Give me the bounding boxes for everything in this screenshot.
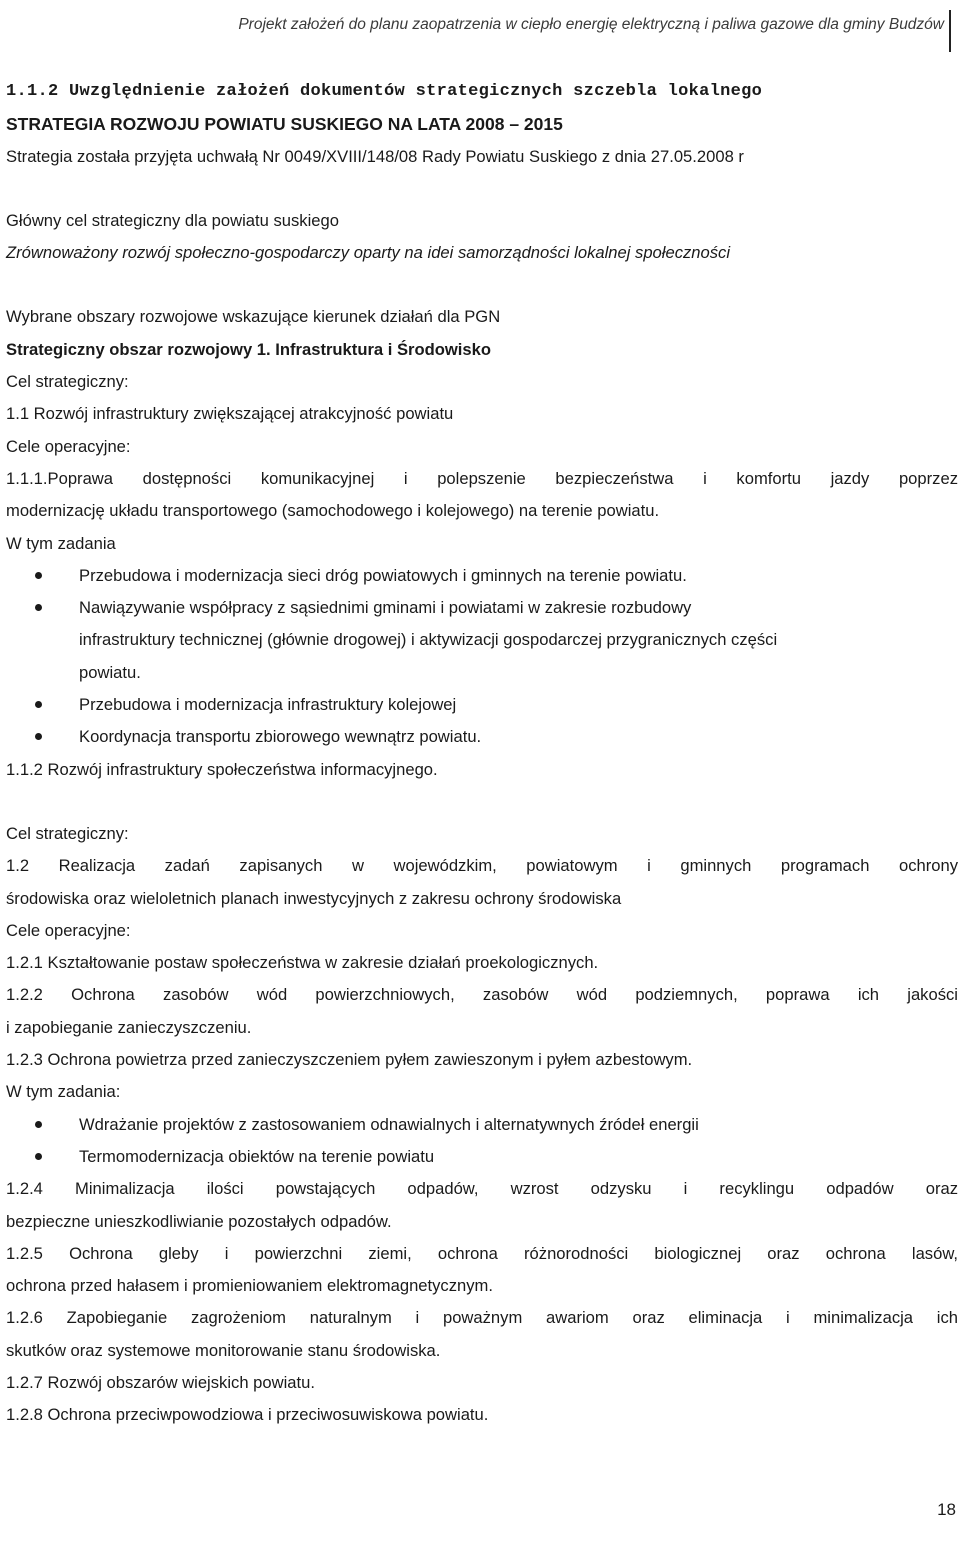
strategic-goal-text: 1.1 Rozwój infrastruktury zwiększającej atrakcyjność powiatu bbox=[6, 404, 454, 424]
list-item bbox=[6, 560, 958, 592]
operational-goal-line: modernizację układu transportowego (samochodowego i kolejowego) na terenie powiatu. bbox=[6, 501, 660, 521]
operational-goal-line: 1.1.2 Rozwój infrastruktury społeczeństwa informacyjnego. bbox=[6, 759, 438, 779]
operational-goal-line: ochrona przed hałasem i promieniowaniem elektromagnetycznym. bbox=[6, 1276, 493, 1296]
list-item bbox=[6, 721, 958, 753]
list-item-line: infrastruktury technicznej (głównie drogowej) i aktywizacji gospodarczej przygranicznych części bbox=[79, 630, 778, 650]
tasks-list bbox=[6, 1109, 958, 1174]
list-item bbox=[6, 1141, 958, 1173]
tasks-label: W tym zadania bbox=[6, 533, 116, 553]
areas-intro: Wybrane obszary rozwojowe wskazujące kierunek działań dla PGN bbox=[6, 307, 501, 327]
list-item-line: powiatu. bbox=[79, 662, 141, 682]
section-heading: 1.1.2 Uwzględnienie założeń dokumentów strategicznych szczebla lokalnego bbox=[6, 82, 763, 101]
operational-goal-line: 1.2.4 Minimalizacja ilości powstających odpadów, wzrost odzysku i recyklingu odpadów oraz bbox=[6, 1179, 958, 1199]
operational-goal-line: 1.2.2 Ochrona zasobów wód powierzchniowych, zasobów wód podziemnych, poprawa ich jakości bbox=[6, 985, 958, 1005]
tasks-label: W tym zadania: bbox=[6, 1082, 121, 1102]
list-item-line: Wdrażanie projektów z zastosowaniem odnawialnych i alternatywnych źródeł energii bbox=[79, 1114, 699, 1134]
main-goal-label: Główny cel strategiczny dla powiatu suskiego bbox=[6, 210, 339, 230]
operational-goals-label: Cele operacyjne: bbox=[6, 436, 131, 456]
list-item bbox=[6, 1109, 958, 1141]
list-item bbox=[6, 689, 958, 721]
operational-goal-line: 1.2.6 Zapobieganie zagrożeniom naturalnym i poważnym awariom oraz eliminacja i minimalizacja ich bbox=[6, 1308, 958, 1328]
adoption-note: Strategia została przyjęta uchwałą Nr 0049/XVIII/148/08 Rady Powiatu Suskiego z dnia 27.05.2008 r bbox=[6, 146, 744, 166]
operational-goal-line: 1.1.1.Poprawa dostępności komunikacyjnej i polepszenie bezpieczeństwa i komfortu jazdy poprzez bbox=[6, 468, 958, 488]
document-body bbox=[6, 76, 958, 1432]
strategic-goal-label: Cel strategiczny: bbox=[6, 372, 129, 392]
operational-goal-line: i zapobieganie zanieczyszczeniu. bbox=[6, 1017, 252, 1037]
running-header: Projekt założeń do planu zaopatrzenia w ciepło energię elektryczną i paliwa gazowe dla gminy Budzów bbox=[238, 16, 944, 33]
operational-goal-line: 1.2.5 Ochrona gleby i powierzchni ziemi, ochrona różnorodności biologicznej oraz ochrona lasów, bbox=[6, 1243, 958, 1263]
list-item bbox=[6, 592, 958, 689]
operational-goal-line: 1.2.3 Ochrona powietrza przed zanieczyszczeniem pyłem zawieszonym i pyłem azbestowym. bbox=[6, 1050, 693, 1070]
tasks-list bbox=[6, 560, 958, 754]
list-item-line: Przebudowa i modernizacja infrastruktury kolejowej bbox=[79, 695, 457, 715]
operational-goal-line: skutków oraz systemowe monitorowanie stanu środowiska. bbox=[6, 1340, 441, 1360]
list-item-line: Termomodernizacja obiektów na terenie powiatu bbox=[79, 1146, 435, 1166]
spacer bbox=[6, 269, 958, 301]
spacer bbox=[6, 786, 958, 818]
operational-goal-line: 1.2.1 Kształtowanie postaw społeczeństwa w zakresie działań proekologicznych. bbox=[6, 953, 599, 973]
strategic-goal-line: 1.2 Realizacja zadań zapisanych w wojewódzkim, powiatowym i gminnych programach ochrony bbox=[6, 856, 958, 876]
strategy-title: STRATEGIA ROZWOJU POWIATU SUSKIEGO NA LATA 2008 – 2015 bbox=[6, 114, 563, 135]
operational-goal-line: 1.2.8 Ochrona przeciwpowodziowa i przeciwosuwiskowa powiatu. bbox=[6, 1405, 489, 1425]
strategic-goal-label: Cel strategiczny: bbox=[6, 823, 129, 843]
header-rule bbox=[949, 10, 951, 52]
operational-goals-label: Cele operacyjne: bbox=[6, 920, 131, 940]
page-number: 18 bbox=[937, 1500, 956, 1519]
spacer bbox=[6, 173, 958, 205]
main-goal-text: Zrównoważony rozwój społeczno-gospodarczy oparty na idei samorządności lokalnej społeczności bbox=[6, 243, 731, 263]
operational-goal-line: bezpieczne unieszkodliwianie pozostałych odpadów. bbox=[6, 1211, 392, 1231]
list-item-line: Koordynacja transportu zbiorowego wewnątrz powiatu. bbox=[79, 727, 482, 747]
list-item-line: Nawiązywanie współpracy z sąsiednimi gminami i powiatami w zakresie rozbudowy bbox=[79, 598, 692, 618]
strategic-goal-line: środowiska oraz wieloletnich planach inwestycyjnych z zakresu ochrony środowiska bbox=[6, 888, 622, 908]
operational-goal-line: 1.2.7 Rozwój obszarów wiejskich powiatu. bbox=[6, 1372, 315, 1392]
list-item-line: Przebudowa i modernizacja sieci dróg powiatowych i gminnych na terenie powiatu. bbox=[79, 565, 687, 585]
strategic-area-title: Strategiczny obszar rozwojowy 1. Infrastruktura i Środowisko bbox=[6, 339, 492, 359]
